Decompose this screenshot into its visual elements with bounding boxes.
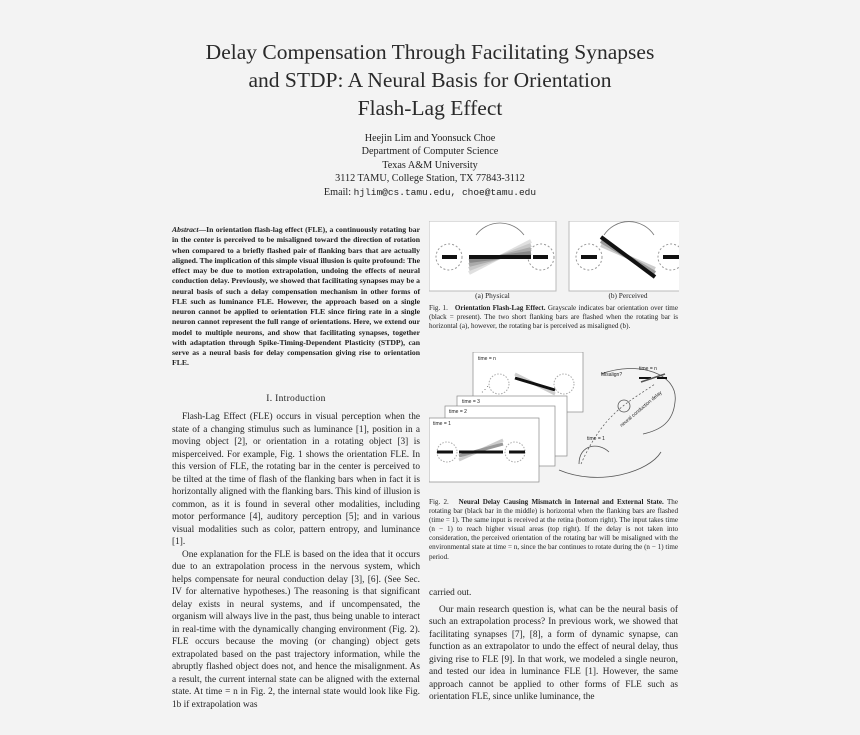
intro-paragraph-1: Flash-Lag Effect (FLE) occurs in visual perception when the state of a changing stimulus such as luminance [1], position in a moving object [2], or orientation in a rotating object [3] is misperceived. For example, Fig. 1 shows the orientation FLE. In this version of FLE, the rotating bar in the center is perceived to be tilted at the time of flash of the flanking bars when in fact it is horizontally aligned with the flanking bars. This kind of illusion is common, as it is found in several other modalities, including motor performance [4], auditory perception [5]; and in various visual modalities such as color, pattern entropy, and luminance [1]. bbox=[172, 412, 420, 547]
fig1a-label: (a) Physical bbox=[475, 291, 510, 300]
department: Department of Computer Science bbox=[361, 146, 499, 158]
right-column-body bbox=[429, 587, 678, 704]
university: Texas A&M University bbox=[382, 159, 478, 171]
right-paragraph-1: Our main research question is, what can be the neural basis of such an extrapolation process? In previous work, we showed that facilitating synapses [7], [8], a form of dynamic synapse, can function as an extrapolator to undo the effect of neural delay, thus giving rise to FLE [9]. In that work, we modeled a single neuron, and tested our idea in luminance FLE [1]. However, the same approach cannot be applied to other forms of FLE such as orientation FLE, since unlike luminance, the bbox=[429, 604, 678, 702]
internal-state-label: time = n bbox=[639, 366, 657, 372]
fig1-caption-text: Grayscale indicates bar orientation over time (black = present). The two short flanking bars are flashed when the rotating bar is horizontal (a), however, the rotating bar is perceived as misaligned (b). bbox=[429, 304, 678, 331]
title-line-2: and STDP: A Neural Basis for Orientation bbox=[248, 68, 612, 92]
figure-1 bbox=[429, 221, 679, 301]
svg-text:⋰: ⋰ bbox=[481, 385, 489, 394]
fig2-caption-title: Neural Delay Causing Mismatch in Internal and External State. bbox=[458, 498, 664, 506]
figure-1-caption bbox=[429, 304, 678, 331]
title-line-1: Delay Compensation Through Facilitating Synapses bbox=[205, 40, 655, 64]
email-label: Email: bbox=[323, 186, 352, 198]
left-column-body bbox=[172, 411, 420, 711]
figure-2 bbox=[429, 352, 679, 492]
intro-paragraph-2: One explanation for the FLE is based on the idea that it occurs due to an extrapolation process in the nervous system, which helps compensate for neural conduction delay [3], [6]. (See Sec. IV for alternative hypotheses.) The reasoning is that significant delay exists in neural systems, and if uncompensated, the organism will always live in the past, thus being unable to interact in real-time with the dynamically changing environment (Fig. 2). FLE occurs because the moving (or changing) object gets extrapolated based on the past trajectory information, while the abruptly flashed object does not, and hence the misalignment. As a result, the current internal state can be aligned with the external state. At time = n in Fig. 2, the internal state would look like Fig. 1b if extrapolation was bbox=[172, 549, 420, 710]
right-paragraph-continuation: carried out. bbox=[429, 588, 472, 598]
section-heading: I. Introduction bbox=[266, 394, 326, 404]
fig2-caption-text: The rotating bar (black bar in the middle) is horizontal when the flanking bars are flashed (time = 1). The same input is received at the retina (bottom right). The input takes time (n − 1) to reach higher visual areas (top right). If the delay is not taken into consideration, the perceived orientation of the rotating bar will be misaligned with the environmental state at time = n, since the bar continues to rotate during the (n − 1) time period. bbox=[429, 498, 678, 561]
email-line bbox=[0, 186, 860, 199]
fig2-caption-label: Fig. 2. bbox=[429, 498, 449, 506]
misalign-label: Misalign? bbox=[601, 372, 623, 378]
fig1-caption-title: Orientation Flash-Lag Effect. bbox=[454, 304, 546, 312]
figure-2-caption bbox=[429, 498, 678, 562]
retina-label: time = 1 bbox=[587, 436, 605, 442]
email-addresses: hjlim@cs.tamu.edu, choe@tamu.edu bbox=[353, 186, 537, 198]
abstract-lead: Abstract bbox=[172, 225, 199, 234]
frame-2-label: time = 2 bbox=[449, 409, 467, 415]
frame-3-label: time = 3 bbox=[462, 399, 480, 405]
frame-1-label: time = 1 bbox=[433, 421, 451, 427]
fig1b-label: (b) Perceived bbox=[608, 291, 648, 300]
title-line-3: Flash-Lag Effect bbox=[357, 96, 503, 120]
authors: Heejin Lim and Yoonsuck Choe bbox=[364, 133, 496, 144]
delay-label: neural conduction delay bbox=[619, 390, 664, 429]
figure-2-graphic bbox=[429, 352, 679, 492]
abstract-text: —In orientation flash-lag effect (FLE), a continuously rotating bar in the center is perceived to be misaligned toward the direction of rotation when compared to a briefly flashed pair of flanking bars that are actually aligned. The implication of this simple visual illusion is quite profound: The effect may be due to motion extrapolation, undoing the effects of neural conduction delay. Previously, we showed that facilitating synapses may be a neural basis of such a delay compensation mechanism in other forms of FLE such as luminance FLE. However, the approach based on a single neuron cannot be applied to orientation FLE since firing rate in a single neuron cannot represent the full range of orientations. Here, we extend our model to multiple neurons, and show that facilitating synapses, together with adaptation through Spike-Timing-Dependent Plasticity (STDP), can serve as a neural basis for delay compensation giving rise to orientation FLE. bbox=[172, 225, 420, 368]
frame-n-label: time = n bbox=[478, 356, 496, 362]
author-block bbox=[0, 132, 860, 199]
paper-title bbox=[0, 38, 860, 122]
address: 3112 TAMU, College Station, TX 77843-3112 bbox=[335, 173, 525, 185]
fig1-caption-label: Fig. 1. bbox=[429, 304, 448, 312]
figure-1-graphic bbox=[429, 221, 679, 301]
abstract bbox=[172, 225, 420, 369]
